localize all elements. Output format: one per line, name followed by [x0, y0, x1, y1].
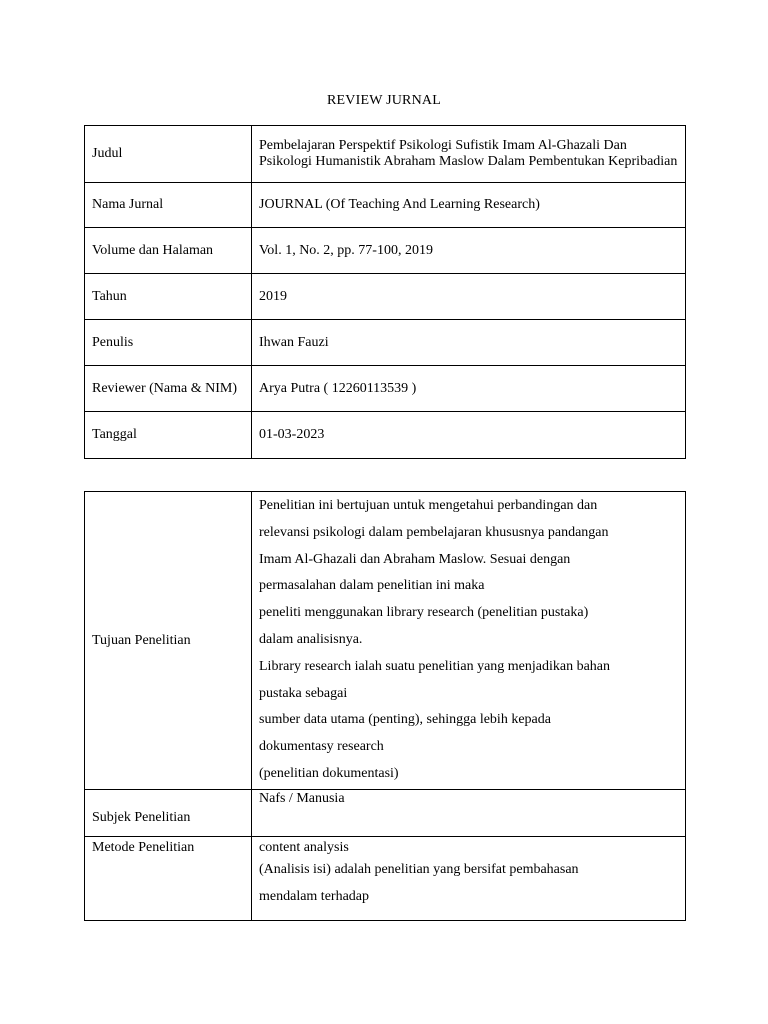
label-tahun: Tahun	[85, 274, 252, 320]
tujuan-line: sumber data utama (penting), sehingga lebih kepada	[259, 712, 551, 728]
tujuan-line: Imam Al-Ghazali dan Abraham Maslow. Sesuai dengan	[259, 551, 571, 567]
label-nama-jurnal: Nama Jurnal	[85, 183, 252, 228]
metode-line: mendalam terhadap	[259, 888, 370, 904]
label-tanggal: Tanggal	[85, 412, 252, 459]
metode-line: content analysis	[259, 840, 349, 855]
table-row	[85, 126, 686, 183]
table-row	[85, 320, 686, 366]
value-judul: Pembelajaran Perspektif Psikologi Sufistik Imam Al-Ghazali Dan Psikologi Humanistik Abraham Maslow Dalam Pembentukan Kepribadian	[252, 126, 686, 183]
tujuan-line: relevansi psikologi dalam pembelajaran khususnya pandangan	[259, 524, 609, 540]
label-volume: Volume dan Halaman	[85, 228, 252, 274]
tujuan-line: Library research ialah suatu penelitian yang menjadikan bahan	[259, 658, 611, 674]
label-metode: Metode Penelitian	[85, 837, 252, 921]
journal-info-table	[84, 125, 686, 459]
table-row	[85, 837, 686, 921]
research-detail-table	[84, 491, 686, 921]
value-reviewer: Arya Putra ( 12260113539 )	[252, 366, 686, 412]
tujuan-line: peneliti menggunakan library research (penelitian pustaka)	[259, 605, 589, 621]
tujuan-line: dalam analisisnya.	[259, 631, 363, 647]
label-tujuan: Tujuan Penelitian	[85, 492, 252, 790]
table-row	[85, 274, 686, 320]
document-title: REVIEW JURNAL	[327, 93, 441, 108]
value-tahun: 2019	[252, 274, 686, 320]
label-penulis: Penulis	[85, 320, 252, 366]
table-row	[85, 183, 686, 228]
tujuan-line: permasalahan dalam penelitian ini maka	[259, 578, 485, 594]
table-row	[85, 790, 686, 837]
value-subjek: Nafs / Manusia	[252, 790, 686, 837]
label-subjek: Subjek Penelitian	[85, 790, 252, 837]
value-volume: Vol. 1, No. 2, pp. 77-100, 2019	[252, 228, 686, 274]
value-nama-jurnal: JOURNAL (Of Teaching And Learning Research)	[252, 183, 686, 228]
value-tujuan	[252, 492, 686, 790]
tujuan-line: dokumentasy research	[259, 739, 384, 755]
value-penulis: Ihwan Fauzi	[252, 320, 686, 366]
table-row	[85, 366, 686, 412]
tujuan-line: pustaka sebagai	[259, 685, 348, 701]
value-metode	[252, 837, 686, 921]
tujuan-line: Penelitian ini bertujuan untuk mengetahui perbandingan dan	[259, 498, 598, 513]
label-judul: Judul	[85, 126, 252, 183]
metode-line: (Analisis isi) adalah penelitian yang bersifat pembahasan	[259, 862, 579, 877]
tujuan-line: (penelitian dokumentasi)	[259, 765, 399, 781]
table-row	[85, 228, 686, 274]
label-reviewer: Reviewer (Nama & NIM)	[85, 366, 252, 412]
value-tanggal: 01-03-2023	[252, 412, 686, 459]
table-row	[85, 492, 686, 790]
table-row	[85, 412, 686, 459]
